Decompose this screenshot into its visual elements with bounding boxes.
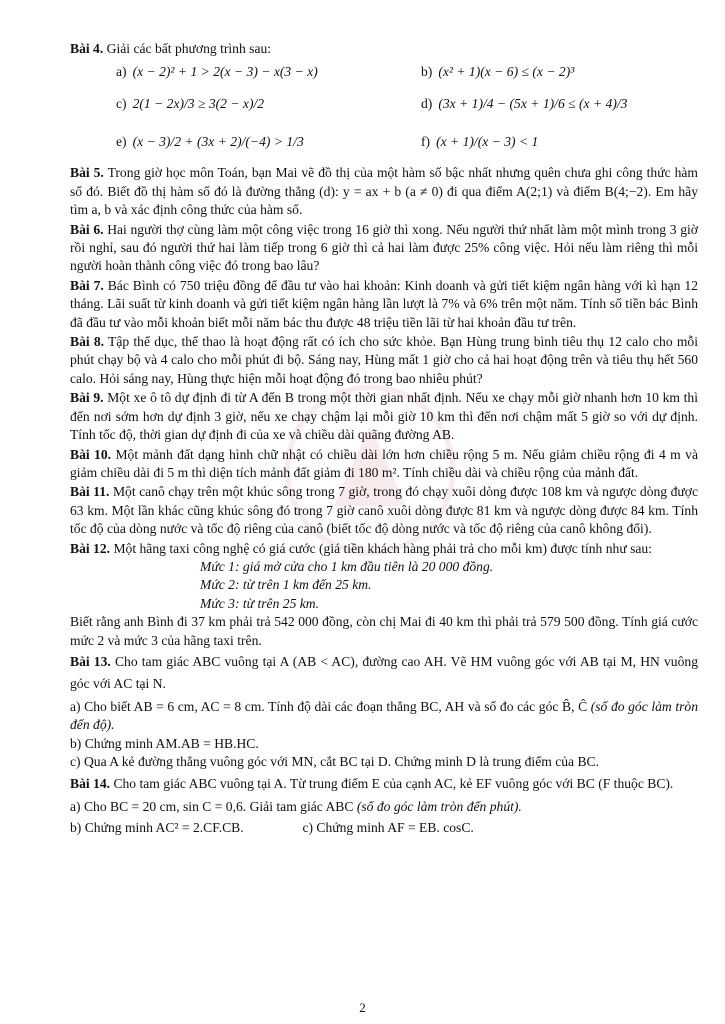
- bai9-label: Bài 9.: [70, 390, 104, 406]
- bai14-b: b) Chứng minh AC² = 2.CF.CB.: [70, 820, 244, 835]
- item-expression: (x − 2)² + 1 > 2(x − 3) − x(3 − x): [132, 64, 318, 80]
- bai4: [70, 40, 698, 58]
- bai8-text: Tập thể dục, thể thao là hoạt động rất có ích cho sức khỏe. Bạn Hùng trung bình tiêu thụ 12 calo cho mỗi phút chạy bộ và 4 calo cho mỗi phút đi bộ. Sáng nay, Hùng mất 1 giờ cho cả hai hoạt động trên và tiêu thụ hết 560 calo. Hỏi sáng nay, Hùng thực hiện mỗi hoạt động đó trong bao nhiêu phút?: [70, 334, 698, 386]
- item-key: c): [116, 96, 127, 112]
- bai4-item-d: [421, 86, 711, 122]
- bai11: [70, 483, 698, 538]
- bai9: [70, 389, 698, 444]
- bai14-a: [70, 798, 698, 816]
- item-expression: (3x + 1)/4 − (5x + 1)/6 ≤ (x + 4)/3: [438, 96, 628, 112]
- bai4-item-a: [116, 60, 421, 84]
- item-key: e): [116, 134, 127, 150]
- bai12-level-3: Mức 3: từ trên 25 km.: [200, 595, 320, 611]
- item-key: d): [421, 96, 433, 112]
- bai5-label: Bài 5.: [70, 165, 104, 181]
- bai8: [70, 333, 698, 388]
- bai10: [70, 446, 698, 483]
- bai13-label: Bài 13.: [70, 653, 111, 669]
- bai11-text: Một canô chạy trên một khúc sông trong 7 giờ, trong đó chạy xuôi dòng được 108 km và ngược dòng được 63 km. Một lần khác cũng khúc sông đó trong 7 giờ canô xuôi dòng được 81 km và ngược dòng được 84 km. Tính tốc độ của dòng nước và tốc độ riêng của canô (biết tốc độ dòng nước và tốc độ riêng của canô không đổi).: [70, 484, 698, 537]
- bai7-label: Bài 7.: [70, 277, 104, 293]
- bai12-label: Bài 12.: [70, 540, 111, 556]
- bai9-text: Một xe ô tô dự định đi từ A đến B trong một thời gian nhất định. Nếu xe chạy mỗi giờ nhanh hơn 10 km thì đến nơi sớm hơn dự định 3 giờ, nếu xe chạy chậm lại mỗi giờ 10 km thì đến nơi chậm mất 5 giờ so với dự định. Tính tốc độ, thời gian dự định đi của xe và chiều dài quãng đường AB.: [70, 390, 699, 443]
- bai12-level-1: Mức 1: giá mở cửa cho 1 km đầu tiên là 20 000 đồng.: [200, 558, 494, 574]
- bai14-a-text: a) Cho BC = 20 cm, sin C = 0,6. Giải tam giác ABC: [70, 798, 354, 814]
- bai4-exercise-grid: [116, 60, 698, 160]
- bai11-label: Bài 11.: [70, 484, 110, 500]
- bai12-text2: Biết rằng anh Bình đi 37 km phải trả 542 000 đồng, còn chị Mai đi 40 km thì phải trả 579 500 đồng. Tính giá cước mức 2 và mức 3 của hãng taxi trên.: [70, 614, 698, 648]
- item-expression: (x + 1)/(x − 3) < 1: [436, 134, 539, 150]
- item-expression: 2(1 − 2x)/3 ≥ 3(2 − x)/2: [132, 96, 265, 112]
- item-key: f): [421, 134, 431, 150]
- bai4-item-f: [421, 124, 711, 160]
- bai4-item-b: [421, 60, 711, 84]
- bai14-label: Bài 14.: [70, 775, 111, 791]
- bai14: [70, 773, 698, 795]
- item-key: b): [421, 64, 433, 80]
- bai12: [70, 540, 698, 558]
- bai13-a-note: (số đo góc làm tròn đến độ).: [70, 698, 698, 733]
- bai10-label: Bài 10.: [70, 446, 112, 462]
- bai4-label: Bài 4.: [70, 41, 104, 56]
- bai6-label: Bài 6.: [70, 221, 104, 237]
- bai13: [70, 651, 698, 695]
- bai13-c: c) Qua A kẻ đường thẳng vuông góc với MN, cắt BC tại D. Chứng minh D là trung điểm của BC.: [70, 754, 599, 770]
- item-expression: (x − 3)/2 + (3x + 2)/(−4) > 1/3: [132, 134, 304, 150]
- bai14-a-note: (số đo góc làm tròn đến phút).: [356, 798, 522, 814]
- bai6: [70, 221, 698, 276]
- bai4-text: Giải các bất phương trình sau:: [106, 41, 272, 56]
- page-number: 2: [359, 1000, 366, 1015]
- bai6-text: Hai người thợ cùng làm một công việc trong 16 giờ thì xong. Nếu người thứ nhất làm một mình trong 3 giờ rồi nghỉ, sau đó người thứ hai làm tiếp trong 6 giờ thì cả hai làm được 25% công việc. Hỏi nếu làm riêng thì mỗi người hoàn thành công việc đó trong bao lâu?: [70, 221, 698, 274]
- bai13-text: Cho tam giác ABC vuông tại A (AB < AC), đường cao AH. Vẽ HM vuông góc với AB tại M, HN vuông góc với AC tại N.: [70, 653, 698, 691]
- document-page: [70, 40, 698, 837]
- item-expression: (x² + 1)(x − 6) ≤ (x − 2)³: [438, 64, 575, 80]
- bai13-a-text: a) Cho biết AB = 6 cm, AC = 8 cm. Tính độ dài các đoạn thẳng BC, AH và số đo các góc B̂, Ĉ: [70, 698, 588, 714]
- bai12-text: Một hãng taxi công nghệ có giá cước (giá tiền khách hàng phải trả cho mỗi km) được tính như sau:: [113, 540, 652, 556]
- bai10-text: Một mảnh đất dạng hình chữ nhật có chiều dài lớn hơn chiều rộng 5 m. Nếu giảm chiều rộng đi 4 m và giảm chiều dài đi 5 m thì diện tích mảnh đất giảm đi 180 m². Tính chiều dài và chiều rộng của mảnh đất.: [70, 446, 698, 480]
- bai12-level-2: Mức 2: từ trên 1 km đến 25 km.: [200, 577, 372, 593]
- bai14-bc: [70, 819, 698, 837]
- bai14-text: Cho tam giác ABC vuông tại A. Từ trung điểm E của cạnh AC, kẻ EF vuông góc với BC (F thuộc BC).: [113, 775, 674, 791]
- bai13-a: [70, 698, 698, 735]
- bai13-b: b) Chứng minh AM.AB = HB.HC.: [70, 735, 259, 751]
- bai7-text: Bác Bình có 750 triệu đồng để đầu tư vào hai khoản: Kinh doanh và gửi tiết kiệm ngân hàng với kì hạn 12 tháng. Lãi suất từ kinh doanh và gửi tiết kiệm ngân hàng lần lượt là 7% và 6% trên một năm. Tính số tiền bác Bình đã đầu tư vào mỗi khoản biết mỗi năm bác thu được 48 triệu tiền lãi từ hai khoản đầu tư trên.: [70, 277, 699, 330]
- bai5: [70, 164, 698, 219]
- bai4-item-c: [116, 86, 421, 122]
- bai14-c: c) Chứng minh AF = EB. cosC.: [302, 820, 474, 835]
- bai8-label: Bài 8.: [70, 334, 105, 350]
- item-key: a): [116, 64, 127, 80]
- bai7: [70, 277, 698, 332]
- bai4-item-e: [116, 124, 421, 160]
- bai5-text: Trong giờ học môn Toán, bạn Mai vẽ đồ thị của một hàm số bậc nhất nhưng quên chưa ghi công thức hàm số đó. Biết đồ thị hàm số đó là đường thẳng (d): y = ax + b (a ≠ 0) đi qua điểm A(2;1) và điểm B(4;−2). Em hãy tìm a, b và xác định công thức của hàm số.: [70, 165, 699, 218]
